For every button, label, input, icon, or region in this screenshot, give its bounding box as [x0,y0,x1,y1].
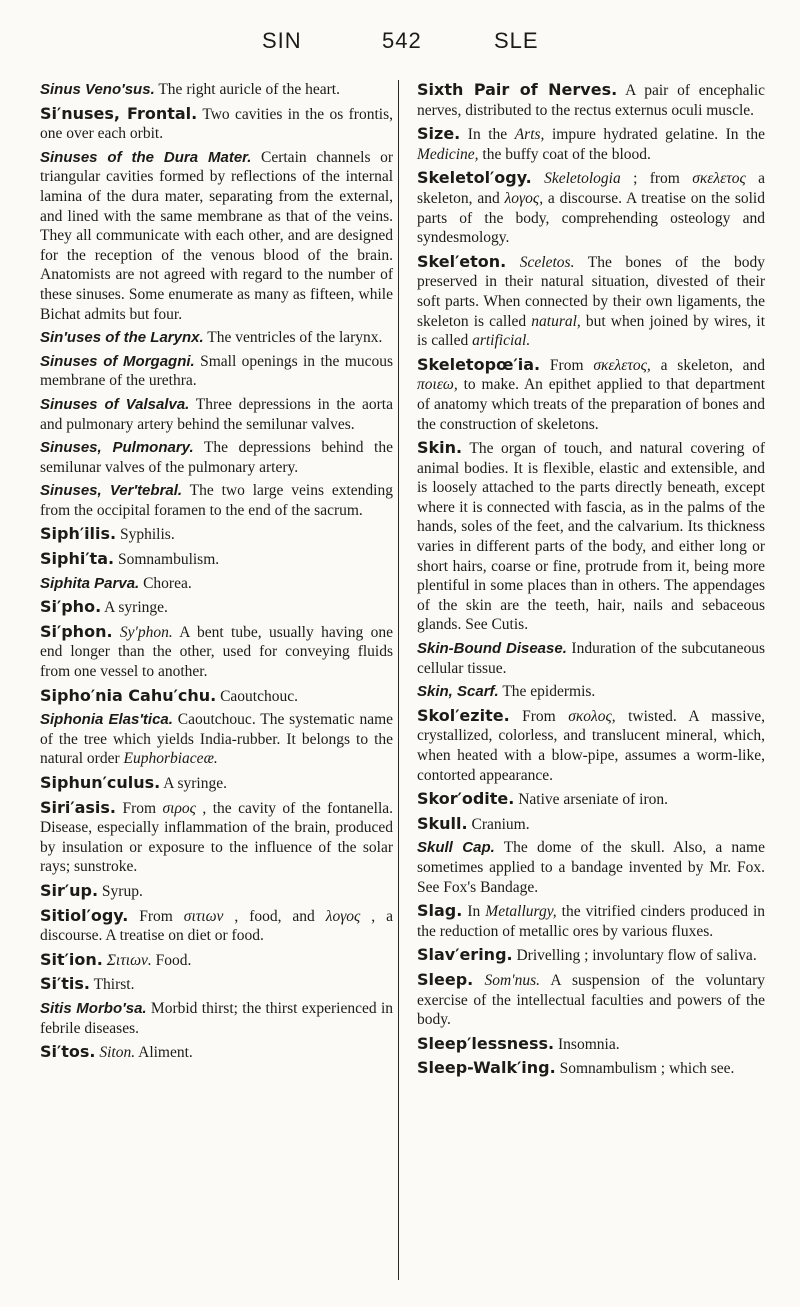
dictionary-entry [40,395,393,434]
dictionary-entry [40,974,393,995]
dictionary-entry [417,970,765,1030]
entry-definition: A bent tube, usually having one end longer than the other, used for conveying fluids from one vessel to another. [40,623,393,681]
entry-definition: From [549,356,584,374]
entry-definition: but when joined by wires, it is called [417,312,766,350]
entry-definition: Syphilis. [120,526,175,544]
dictionary-entry [40,524,393,545]
entry-definition: A syringe. [104,599,168,617]
dictionary-entry [40,798,393,877]
dictionary-entry [417,168,765,247]
entry-headword: Sleep. [417,969,474,989]
entry-definition: Small openings in the mucous membrane of the urethra. [40,352,393,390]
entry-headword: Siphun′culus. [40,773,161,792]
dictionary-entry [417,639,765,678]
right-column [417,80,765,1083]
entry-headword: Slav′ering. [417,945,513,965]
page-number: 542 [382,28,422,53]
entry-definition: Aliment. [138,1044,193,1062]
entry-headword: Si′phon. [40,621,113,641]
entry-definition: From [139,907,173,925]
entry-headword: Sipho′nia Cahu′chu. [40,685,217,705]
entry-headword: Skull Cap. [417,839,495,857]
entry-italic-text: Sceletos. [519,253,575,271]
dictionary-entry [40,1042,393,1063]
entry-headword: Sleep-Walk′ing. [417,1058,556,1078]
entry-definition: to make. An epithet applied to that department of anatomy which treats of the preparation of bones and the construction of skeletons. [417,376,766,433]
entry-definition: a skeleton, and [417,170,766,207]
entry-italic-text: Euphorbiaceæ. [123,750,218,768]
entry-definition: Caoutchouc. [220,687,298,705]
entry-definition: Certain channels or triangular cavities formed by reflections of the internal lamina of the dura mater, separating from the external, and lined with the same membrane as that of the veins. They all communicate with each other, and are designed for the reception of the venous blood of the brain. Anatomists are not agreed with regard to the number of these sinuses. Some enumerate as many as fifteen, while Bichat admits but four. [40,148,394,323]
entry-definition: The organ of touch, and natural covering of animal bodies. It is flexible, elastic and extensible, and is loosely attached to the parts directly beneath, except where it is connected with fascia, as in the palms of the hands, soles of the feet, and the calvarium. Its thickness varies in different parts of the body, and either long or short hairs, coarse or fine, protrude from it, being more plentiful in some places than in others. The appendages of the skin are the teeth, hair, nails and sebaceous glands. See Cutis. [417,440,765,634]
entry-headword: Siphonia Elas′tica. [40,711,173,729]
dictionary-entry [40,906,393,946]
entry-headword: Sir′up. [40,880,99,900]
entry-headword: Slag. [417,901,463,921]
entry-headword: Siphita Parva. [40,574,140,592]
entry-definition: Insomnia. [558,1035,620,1053]
entry-definition: The two large veins extending from the occipital foramen to the end of the sacrum. [40,482,393,519]
entry-headword: Si′pho. [40,597,102,617]
dictionary-entry [417,706,765,785]
dictionary-entry [417,80,765,120]
entry-definition: In [467,903,481,921]
entry-definition: Caoutchouc. The systematic name of the tree which yields India-rubber. It belongs to the natural order [40,711,394,768]
entry-definition: a skeleton, and [660,356,766,374]
entry-italic-text: σιτιων [183,907,224,925]
dictionary-entry [417,438,765,635]
entry-definition: Somnambulism ; which see. [559,1060,735,1078]
header-first-word: SIN [262,28,302,53]
entry-italic-text: artificial. [472,332,531,350]
dictionary-entry [417,838,765,897]
dictionary-entry [40,438,393,477]
dictionary-entry [40,148,393,324]
dictionary-entry [40,481,393,520]
entry-headword: Sinuses, Pulmonary. [40,439,194,457]
entry-headword: Sinuses of Morgagni. [40,352,195,370]
entry-headword: Skeletopœ′ia. [417,354,541,374]
entry-headword: Sitis Morbo′sa. [40,999,147,1017]
entry-definition: , a discourse. A treatise on diet or food. [40,907,393,945]
dictionary-entry [417,1058,765,1079]
dictionary-entry [417,682,765,702]
dictionary-entry [40,881,393,902]
entry-definition: In the [467,126,508,144]
entry-definition: , food, and [234,907,315,925]
entry-headword: Skull. [417,813,468,833]
entry-headword: Skel′eton. [417,251,507,271]
entry-definition: The right auricle of the heart. [158,81,340,98]
entry-headword: Siph′ilis. [40,524,117,544]
entry-definition: Somnambulism. [117,551,220,569]
entry-definition: , the cavity of the fontanella. Disease, especially inflammation of the brain, produced by insulation or exposure to the influence of the solar rays; sunstroke. [40,799,394,876]
dictionary-entry [40,574,393,594]
running-header [0,28,800,58]
entry-italic-text: Medicine, [417,145,479,163]
entry-headword: Sinuses of the Dura Mater. [40,148,252,166]
entry-headword: Skin-Bound Disease. [417,640,567,658]
dictionary-entry [40,80,393,100]
entry-definition: Morbid thirst; the thirst experienced in febrile diseases. [40,999,393,1037]
entry-definition: Chorea. [143,574,192,592]
entry-definition: The ventricles of the larynx. [207,329,383,347]
entry-headword: Skeletol′ogy. [417,168,532,188]
entry-definition: Syrup. [101,882,143,900]
entry-italic-text: Skeletologia [544,170,621,188]
dictionary-entry [417,355,765,434]
entry-definition: a discourse. A treatise on the solid parts of the body, comprehending osteology and syndesmology. [417,189,765,247]
entry-headword: Sinuses, Ver′tebral. [40,482,183,500]
entry-headword: Skin. [417,438,463,458]
dictionary-entry [40,686,393,707]
entry-italic-text: σκελετος, [593,356,651,374]
entry-headword: Siphi′ta. [40,549,115,569]
entry-headword: Sin′uses of the Larynx. [40,329,204,347]
entry-italic-text: σκελετος [692,170,746,188]
entry-italic-text: Sy′phon. [119,623,173,641]
dictionary-entry [40,549,393,570]
entry-definition: impure hydrated gelatine. In the [551,126,765,144]
entry-headword: Sinuses of Valsalva. [40,395,190,413]
entry-definition: Two cavities in the os frontis, one over each orbit. [40,105,393,143]
entry-italic-text: Σιτιων. [106,951,152,969]
left-column [40,80,393,1067]
entry-definition: Native arseniate of iron. [518,791,668,809]
entry-headword: Sixth Pair of Nerves. [417,80,618,99]
dictionary-entry [40,950,393,971]
entry-definition: Food. [155,951,192,969]
entry-headword: Skor′odite. [417,789,515,809]
header-last-word: SLE [494,28,539,53]
entry-italic-text: σιρος [162,799,196,817]
entry-definition: Drivelling ; involuntary flow of saliva. [516,947,757,965]
entry-headword: Sinus Veno′sus. [40,81,155,98]
entry-definition: the vitrified cinders produced in the reduction of metallic ores by various fluxes. [417,903,766,940]
entry-headword: Skin, Scarf. [417,683,499,701]
entry-definition: The dome of the skull. Also, a name sometimes applied to a bandage invented by Mr. Fox. See Fox's Bandage. [417,839,765,896]
entry-italic-text: λογος [325,907,361,925]
entry-headword: Si′nuses, Frontal. [40,103,198,123]
entry-italic-text: σκολος, [568,707,616,725]
entry-definition: The depressions behind the semilunar valves of the pulmonary artery. [40,439,393,476]
entry-definition: From [522,707,556,725]
entry-definition: The bones of the body preserved in their natural situation, divested of their soft parts. When connected by their own ligaments, the skeleton is called [417,253,765,330]
entry-italic-text: λογος, [504,189,544,207]
entry-italic-text: Som′nus. [484,971,540,989]
entry-italic-text: natural, [531,312,581,330]
entry-definition: From [122,799,157,817]
entry-headword: Si′tis. [40,974,90,994]
dictionary-entry [417,1034,765,1055]
entry-headword: Si′tos. [40,1042,96,1062]
entry-italic-text: Siton. [99,1044,136,1062]
entry-definition: A syringe. [163,775,227,792]
dictionary-entry [40,622,393,682]
dictionary-entry [40,352,393,391]
dictionary-entry [417,901,765,941]
entry-italic-text: Arts, [514,126,545,144]
entry-headword: Sitiol′ogy. [40,905,129,925]
entry-definition: the buffy coat of the blood. [482,145,651,163]
entry-italic-text: ποιεω, [417,376,458,394]
dictionary-entry [40,104,393,144]
entry-definition: ; from [633,170,680,188]
dictionary-entry [40,328,393,348]
entry-headword: Sit′ion. [40,949,103,969]
entry-definition: A pair of encephalic nerves, distributed to the rectus externus oculi muscle. [417,82,766,119]
dictionary-entry [417,124,765,164]
dictionary-entry [417,945,765,966]
entry-definition: Thirst. [93,976,135,994]
dictionary-entry [40,710,393,769]
dictionary-entry [40,999,393,1038]
column-divider [398,80,399,1280]
dictionary-entry [417,814,765,835]
entry-definition: Induration of the subcutaneous cellular tissue. [417,640,765,677]
entry-definition: The epidermis. [502,683,596,701]
entry-italic-text: Metallurgy, [485,903,557,921]
dictionary-entry [417,789,765,810]
entry-headword: Skol′ezite. [417,705,510,725]
entry-definition: Cranium. [471,815,530,833]
entry-headword: Siri′asis. [40,797,117,817]
entry-headword: Size. [417,124,461,144]
dictionary-entry [40,773,393,794]
dictionary-entry [417,252,765,351]
entry-definition: twisted. A massive, crystallized, colorless, and translucent mineral, which, when heated with a blow-pipe, assumes a worm-like, contorted appearance. [417,707,765,784]
entry-definition: A suspension of the voluntary exercise of the intellectual faculties and powers of the body. [417,971,765,1029]
entry-headword: Sleep′lessness. [417,1033,555,1053]
dictionary-entry [40,597,393,618]
entry-definition: Three depressions in the aorta and pulmonary artery behind the semilunar valves. [40,395,393,433]
